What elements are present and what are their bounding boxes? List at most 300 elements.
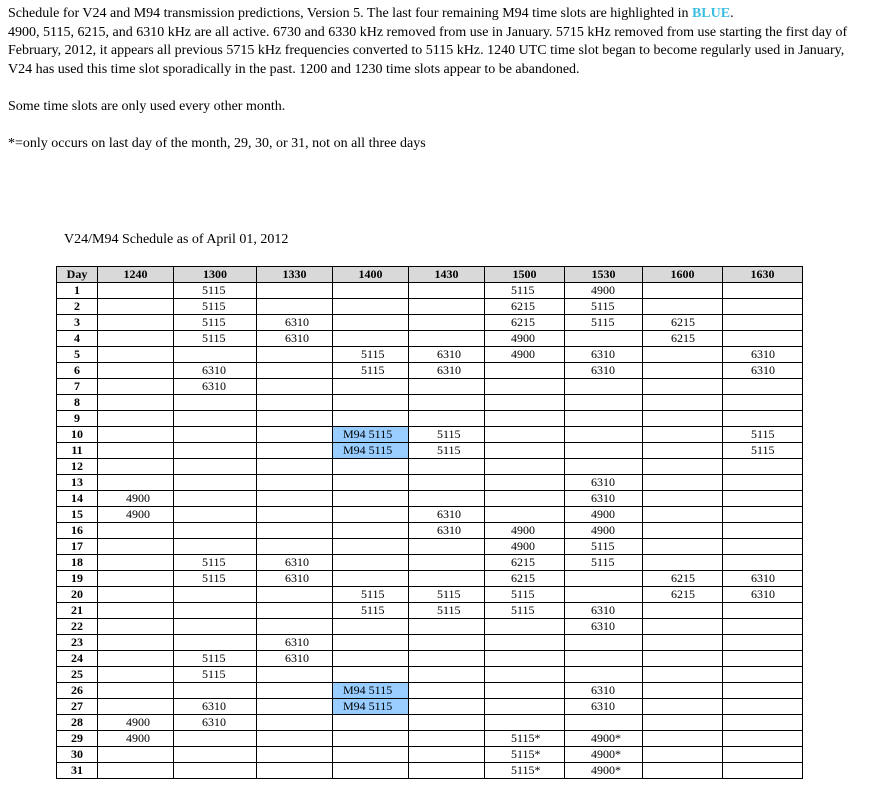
slot-cell	[723, 683, 803, 699]
slot-cell	[98, 283, 174, 299]
slot-cell	[174, 523, 257, 539]
slot-cell	[257, 507, 333, 523]
day-cell: 17	[57, 539, 98, 555]
m94-highlight-cell: M94 5115	[333, 427, 409, 443]
day-cell: 2	[57, 299, 98, 315]
slot-cell: 5115	[409, 427, 485, 443]
slot-cell	[565, 635, 643, 651]
day-cell: 28	[57, 715, 98, 731]
slot-cell	[98, 347, 174, 363]
slot-cell	[174, 507, 257, 523]
slot-cell	[723, 667, 803, 683]
table-row	[57, 763, 803, 779]
table-row	[57, 667, 803, 683]
slot-cell	[174, 443, 257, 459]
slot-cell	[643, 443, 723, 459]
slot-cell: 4900*	[565, 763, 643, 779]
slot-cell: 6215	[643, 571, 723, 587]
slot-cell	[409, 379, 485, 395]
slot-cell	[98, 363, 174, 379]
table-row	[57, 427, 803, 443]
day-cell: 29	[57, 731, 98, 747]
header-slot-1400: 1400	[333, 267, 409, 283]
slot-cell	[485, 443, 565, 459]
slot-cell	[98, 571, 174, 587]
slot-cell: 4900	[485, 539, 565, 555]
slot-cell	[98, 683, 174, 699]
header-day: Day	[57, 267, 98, 283]
table-row	[57, 619, 803, 635]
slot-cell	[174, 427, 257, 443]
slot-cell	[257, 299, 333, 315]
slot-cell: 4900	[98, 731, 174, 747]
slot-cell: 6310	[723, 571, 803, 587]
slot-cell	[174, 587, 257, 603]
slot-cell	[333, 667, 409, 683]
slot-cell	[643, 523, 723, 539]
slot-cell	[485, 619, 565, 635]
slot-cell	[98, 603, 174, 619]
slot-cell	[643, 427, 723, 443]
intro-body: 4900, 5115, 6215, and 6310 kHz are all active. 6730 and 6330 kHz removed from use in January. 5715 kHz removed from use starting the first day of February, 2012, it appears all previous 5715 kHz frequencies converted to 5115 kHz. 1240 UTC time slot began to become regularly used in January, V24 has used this time slot sporadically in the past. 1200 and 1230 time slots appear to be abandoned.	[8, 24, 848, 77]
slot-cell: 4900	[98, 491, 174, 507]
slot-cell	[409, 683, 485, 699]
table-body	[57, 283, 803, 779]
table-row	[57, 283, 803, 299]
slot-cell	[174, 459, 257, 475]
slot-cell	[333, 651, 409, 667]
slot-cell: 6215	[485, 299, 565, 315]
slot-cell: 5115	[333, 587, 409, 603]
slot-cell	[565, 715, 643, 731]
slot-cell	[257, 363, 333, 379]
slot-cell	[333, 635, 409, 651]
table-row	[57, 587, 803, 603]
slot-cell: 6215	[485, 315, 565, 331]
slot-cell: 4900*	[565, 731, 643, 747]
blue-keyword: BLUE	[691, 6, 731, 21]
slot-cell	[333, 283, 409, 299]
schedule-caption: V24/M94 Schedule as of April 01, 2012	[64, 232, 289, 247]
slot-cell	[333, 731, 409, 747]
slot-cell	[257, 699, 333, 715]
header-slot-1430: 1430	[409, 267, 485, 283]
slot-cell	[643, 491, 723, 507]
slot-cell: 5115	[565, 299, 643, 315]
slot-cell	[723, 539, 803, 555]
slot-cell: 6310	[565, 603, 643, 619]
slot-cell	[485, 427, 565, 443]
slot-cell	[174, 603, 257, 619]
day-cell: 14	[57, 491, 98, 507]
slot-cell	[333, 459, 409, 475]
slot-cell	[98, 379, 174, 395]
table-row	[57, 475, 803, 491]
slot-cell	[643, 731, 723, 747]
slot-cell	[565, 379, 643, 395]
slot-cell	[98, 747, 174, 763]
slot-cell: 5115	[174, 667, 257, 683]
header-slot-1600: 1600	[643, 267, 723, 283]
day-cell: 12	[57, 459, 98, 475]
slot-cell	[257, 283, 333, 299]
slot-cell	[723, 315, 803, 331]
day-cell: 10	[57, 427, 98, 443]
header-slot-1630: 1630	[723, 267, 803, 283]
slot-cell	[723, 763, 803, 779]
slot-cell	[174, 411, 257, 427]
slot-cell	[257, 347, 333, 363]
slot-cell	[333, 331, 409, 347]
slot-cell	[257, 475, 333, 491]
slot-cell	[643, 299, 723, 315]
slot-cell	[723, 635, 803, 651]
slot-cell: 5115*	[485, 763, 565, 779]
slot-cell	[257, 443, 333, 459]
slot-cell	[333, 299, 409, 315]
slot-cell	[723, 619, 803, 635]
slot-cell	[723, 555, 803, 571]
table-row	[57, 347, 803, 363]
slot-cell	[333, 491, 409, 507]
day-cell: 31	[57, 763, 98, 779]
table-row	[57, 395, 803, 411]
slot-cell	[333, 619, 409, 635]
table-row	[57, 555, 803, 571]
slot-cell	[723, 331, 803, 347]
slot-cell: 5115	[485, 587, 565, 603]
slot-cell	[257, 491, 333, 507]
day-cell: 18	[57, 555, 98, 571]
slot-cell: 6310	[565, 683, 643, 699]
slot-cell: 6215	[643, 587, 723, 603]
slot-cell	[485, 715, 565, 731]
slot-cell	[643, 699, 723, 715]
slot-cell	[333, 475, 409, 491]
slot-cell: 4900	[98, 715, 174, 731]
slot-cell	[257, 667, 333, 683]
slot-cell: 6310	[565, 699, 643, 715]
slot-cell	[565, 667, 643, 683]
slot-cell	[643, 763, 723, 779]
slot-cell	[723, 283, 803, 299]
slot-cell	[485, 507, 565, 523]
slot-cell	[565, 651, 643, 667]
table-row	[57, 699, 803, 715]
slot-cell	[643, 747, 723, 763]
slot-cell	[98, 331, 174, 347]
slot-cell: 5115	[174, 283, 257, 299]
slot-cell: 5115	[174, 331, 257, 347]
slot-cell: 6310	[565, 347, 643, 363]
slot-cell	[565, 571, 643, 587]
slot-cell	[565, 411, 643, 427]
slot-cell: 5115	[174, 315, 257, 331]
slot-cell	[485, 379, 565, 395]
slot-cell	[257, 619, 333, 635]
slot-cell	[723, 731, 803, 747]
slot-cell	[643, 347, 723, 363]
slot-cell	[98, 763, 174, 779]
slot-cell	[643, 395, 723, 411]
slot-cell	[98, 475, 174, 491]
header-slot-1300: 1300	[174, 267, 257, 283]
day-cell: 21	[57, 603, 98, 619]
table-row	[57, 715, 803, 731]
slot-cell	[333, 715, 409, 731]
slot-cell	[98, 635, 174, 651]
slot-cell: 5115	[565, 555, 643, 571]
slot-cell	[723, 475, 803, 491]
slot-cell: 6215	[643, 315, 723, 331]
slot-cell	[723, 491, 803, 507]
slot-cell: 5115*	[485, 747, 565, 763]
slot-cell: 6310	[409, 347, 485, 363]
intro-text	[8, 5, 870, 153]
slot-cell	[174, 491, 257, 507]
slot-cell	[333, 747, 409, 763]
slot-cell	[643, 283, 723, 299]
slot-cell	[174, 539, 257, 555]
slot-cell: 6310	[565, 491, 643, 507]
slot-cell	[723, 459, 803, 475]
slot-cell	[485, 363, 565, 379]
slot-cell	[723, 747, 803, 763]
slot-cell	[98, 299, 174, 315]
slot-cell	[409, 395, 485, 411]
slot-cell	[333, 571, 409, 587]
slot-cell	[485, 395, 565, 411]
day-cell: 30	[57, 747, 98, 763]
slot-cell	[98, 651, 174, 667]
slot-cell	[565, 331, 643, 347]
slot-cell	[723, 603, 803, 619]
slot-cell	[409, 411, 485, 427]
slot-cell	[409, 475, 485, 491]
table-row	[57, 747, 803, 763]
slot-cell	[174, 395, 257, 411]
slot-cell	[98, 411, 174, 427]
day-cell: 9	[57, 411, 98, 427]
table-row	[57, 411, 803, 427]
slot-cell	[485, 491, 565, 507]
slot-cell	[565, 587, 643, 603]
table-row	[57, 507, 803, 523]
slot-cell: 6310	[174, 715, 257, 731]
header-slot-1330: 1330	[257, 267, 333, 283]
slot-cell	[409, 619, 485, 635]
slot-cell: 6310	[409, 507, 485, 523]
slot-cell	[643, 635, 723, 651]
slot-cell	[174, 747, 257, 763]
slot-cell	[257, 603, 333, 619]
slot-cell	[333, 411, 409, 427]
slot-cell	[409, 635, 485, 651]
day-cell: 16	[57, 523, 98, 539]
slot-cell	[409, 283, 485, 299]
slot-cell: 5115	[409, 587, 485, 603]
table-row	[57, 491, 803, 507]
slot-cell: 4900	[565, 523, 643, 539]
table-row	[57, 315, 803, 331]
slot-cell	[98, 699, 174, 715]
slot-cell: 6310	[565, 619, 643, 635]
slot-cell	[98, 395, 174, 411]
slot-cell	[333, 507, 409, 523]
table-row	[57, 443, 803, 459]
slot-cell	[565, 459, 643, 475]
table-row	[57, 459, 803, 475]
slot-cell	[174, 619, 257, 635]
slot-cell: 6310	[257, 635, 333, 651]
table-row	[57, 539, 803, 555]
m94-highlight-cell: M94 5115	[333, 683, 409, 699]
slot-cell	[98, 459, 174, 475]
slot-cell	[98, 315, 174, 331]
slot-cell: 5115	[485, 603, 565, 619]
schedule-table	[56, 266, 803, 779]
slot-cell: 5115	[333, 347, 409, 363]
intro-paragraph	[8, 5, 870, 79]
slot-cell	[643, 459, 723, 475]
slot-cell	[257, 715, 333, 731]
slot-cell	[485, 651, 565, 667]
slot-cell: 4900	[485, 347, 565, 363]
slot-cell: 6310	[409, 523, 485, 539]
slot-cell: 6310	[257, 555, 333, 571]
slot-cell: 5115	[333, 603, 409, 619]
day-cell: 7	[57, 379, 98, 395]
slot-cell: 4900	[485, 523, 565, 539]
slot-cell	[174, 347, 257, 363]
slot-cell	[409, 667, 485, 683]
day-cell: 19	[57, 571, 98, 587]
slot-cell: 5115	[174, 555, 257, 571]
slot-cell: 4900	[565, 507, 643, 523]
slot-cell	[643, 667, 723, 683]
slot-cell	[257, 747, 333, 763]
slot-cell	[257, 459, 333, 475]
slot-cell: 5115	[565, 315, 643, 331]
slot-cell	[565, 427, 643, 443]
slot-cell: 6310	[565, 475, 643, 491]
slot-cell	[409, 763, 485, 779]
day-cell: 20	[57, 587, 98, 603]
day-cell: 4	[57, 331, 98, 347]
slot-cell	[409, 699, 485, 715]
slot-cell: 6215	[643, 331, 723, 347]
intro-line1-end: .	[730, 6, 734, 21]
day-cell: 15	[57, 507, 98, 523]
intro-line1: Schedule for V24 and M94 transmission predictions, Version 5. The last four remaining M94 time slots are highlighted in	[8, 6, 692, 21]
slot-cell	[723, 651, 803, 667]
slot-cell: 5115	[174, 571, 257, 587]
table-row	[57, 331, 803, 347]
slot-cell: 5115	[565, 539, 643, 555]
slot-cell	[174, 731, 257, 747]
header-slot-1530: 1530	[565, 267, 643, 283]
slot-cell	[485, 683, 565, 699]
slot-cell	[333, 379, 409, 395]
slot-cell	[257, 731, 333, 747]
day-cell: 13	[57, 475, 98, 491]
slot-cell	[333, 315, 409, 331]
slot-cell	[98, 539, 174, 555]
slot-cell: 6215	[485, 571, 565, 587]
slot-cell	[257, 379, 333, 395]
slot-cell	[98, 443, 174, 459]
day-cell: 1	[57, 283, 98, 299]
day-cell: 3	[57, 315, 98, 331]
slot-cell: 5115	[723, 427, 803, 443]
slot-cell: 4900*	[565, 747, 643, 763]
slot-cell	[98, 523, 174, 539]
slot-cell	[409, 715, 485, 731]
day-cell: 27	[57, 699, 98, 715]
slot-cell: 6310	[723, 347, 803, 363]
slot-cell	[723, 699, 803, 715]
table-row	[57, 523, 803, 539]
slot-cell	[409, 571, 485, 587]
day-cell: 24	[57, 651, 98, 667]
slot-cell	[257, 587, 333, 603]
slot-cell	[643, 475, 723, 491]
slot-cell: 5115	[333, 363, 409, 379]
day-cell: 26	[57, 683, 98, 699]
slot-cell	[333, 555, 409, 571]
slot-cell	[723, 395, 803, 411]
slot-cell	[643, 539, 723, 555]
slot-cell	[643, 379, 723, 395]
slot-cell: 6310	[723, 363, 803, 379]
day-cell: 22	[57, 619, 98, 635]
slot-cell	[643, 715, 723, 731]
day-cell: 23	[57, 635, 98, 651]
slot-cell: 5115	[723, 443, 803, 459]
slot-cell	[565, 443, 643, 459]
slot-cell: 6310	[257, 315, 333, 331]
asterisk-footnote: *=only occurs on last day of the month, 29, 30, or 31, not on all three days	[8, 135, 426, 151]
table-row	[57, 299, 803, 315]
table-header-row	[57, 267, 803, 283]
slot-cell	[98, 619, 174, 635]
slot-cell	[723, 299, 803, 315]
slot-cell	[565, 395, 643, 411]
header-slot-1500: 1500	[485, 267, 565, 283]
day-cell: 6	[57, 363, 98, 379]
slot-cell: 6310	[723, 587, 803, 603]
slot-cell: 5115	[409, 603, 485, 619]
table-row	[57, 635, 803, 651]
table-row	[57, 603, 803, 619]
slot-cell: 6215	[485, 555, 565, 571]
slot-cell	[98, 587, 174, 603]
slot-cell	[485, 667, 565, 683]
slot-cell	[409, 315, 485, 331]
slot-cell	[485, 459, 565, 475]
slot-cell	[257, 683, 333, 699]
day-cell: 5	[57, 347, 98, 363]
header-slot-1240: 1240	[98, 267, 174, 283]
slot-cell: 5115	[485, 283, 565, 299]
slot-cell	[257, 523, 333, 539]
slot-cell	[643, 363, 723, 379]
table-row	[57, 571, 803, 587]
slot-cell	[409, 539, 485, 555]
slot-cell	[174, 475, 257, 491]
slot-cell	[333, 523, 409, 539]
slot-cell	[257, 411, 333, 427]
